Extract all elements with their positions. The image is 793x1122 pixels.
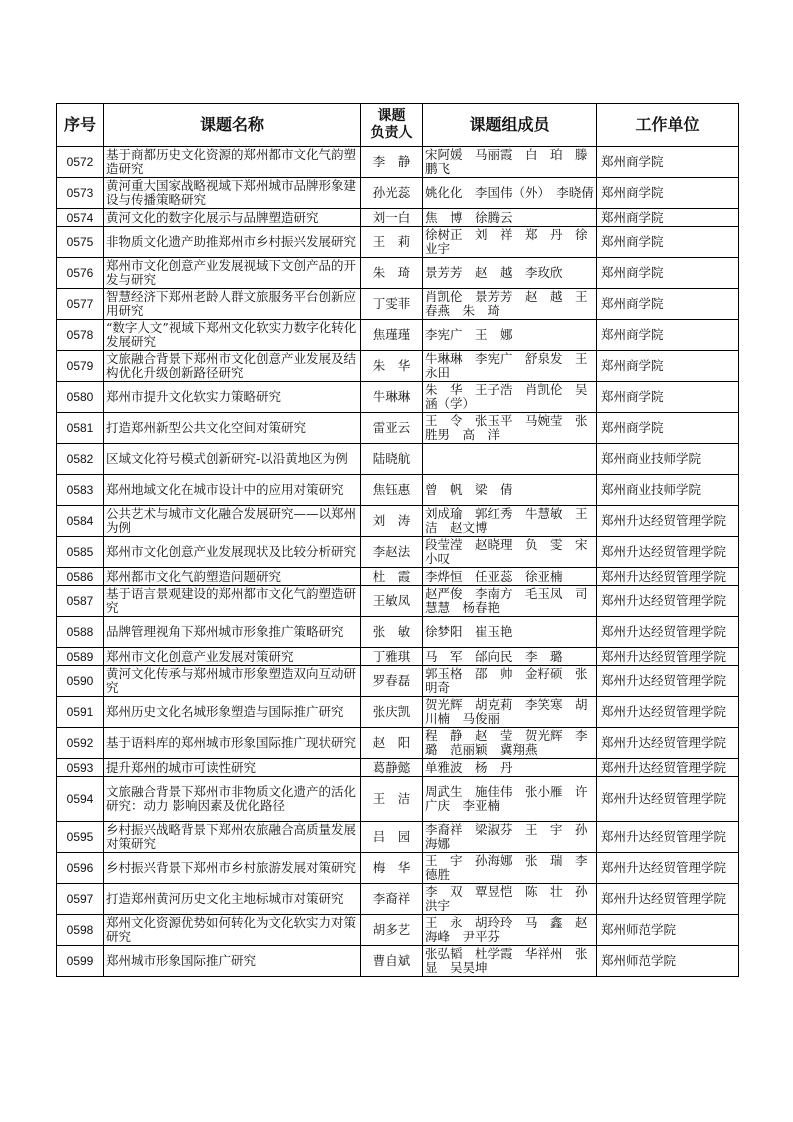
table-body bbox=[57, 147, 739, 977]
cell-members: 曾 帆 梁 倩 bbox=[423, 475, 597, 506]
cell-leader: 曹自斌 bbox=[361, 946, 423, 977]
cell-no: 0585 bbox=[57, 537, 104, 568]
project-table bbox=[56, 103, 739, 977]
cell-title: 黄河重大国家战略视域下郑州城市品牌形象建设与传播策略研究 bbox=[104, 178, 361, 209]
cell-title: 基于商都历史文化资源的郑州都市文化气韵塑造研究 bbox=[104, 147, 361, 178]
cell-unit: 郑州商学院 bbox=[597, 178, 739, 209]
table-row bbox=[57, 413, 739, 444]
cell-unit: 郑州升达经贸管理学院 bbox=[597, 666, 739, 697]
cell-leader: 李 静 bbox=[361, 147, 423, 178]
cell-title: 郑州市提升文化软实力策略研究 bbox=[104, 382, 361, 413]
cell-title: 黄河文化的数字化展示与品牌塑造研究 bbox=[104, 209, 361, 227]
table-row bbox=[57, 227, 739, 258]
cell-members: 李裔祥 梁淑芬 王 宇 孙海娜 bbox=[423, 822, 597, 853]
cell-unit: 郑州升达经贸管理学院 bbox=[597, 884, 739, 915]
cell-leader: 焦钰惠 bbox=[361, 475, 423, 506]
cell-title: 乡村振兴背景下郑州市乡村旅游发展对策研究 bbox=[104, 853, 361, 884]
cell-no: 0584 bbox=[57, 506, 104, 537]
table-row bbox=[57, 586, 739, 617]
cell-leader: 李裔祥 bbox=[361, 884, 423, 915]
cell-members: 姚化化 李国伟（外） 李晓倩 bbox=[423, 178, 597, 209]
cell-leader: 牛琳琳 bbox=[361, 382, 423, 413]
cell-no: 0574 bbox=[57, 209, 104, 227]
table-row bbox=[57, 915, 739, 946]
cell-unit: 郑州师范学院 bbox=[597, 946, 739, 977]
table-row bbox=[57, 475, 739, 506]
cell-unit: 郑州升达经贸管理学院 bbox=[597, 822, 739, 853]
header-members: 课题组成员 bbox=[423, 104, 597, 147]
cell-unit: 郑州商学院 bbox=[597, 227, 739, 258]
cell-members: 段莹滢 赵晓理 负 雯 宋小叹 bbox=[423, 537, 597, 568]
table-row bbox=[57, 444, 739, 475]
cell-members bbox=[423, 444, 597, 475]
cell-leader: 罗春磊 bbox=[361, 666, 423, 697]
cell-leader: 杜 霞 bbox=[361, 568, 423, 586]
cell-leader: 陆晓航 bbox=[361, 444, 423, 475]
cell-leader: 朱 琦 bbox=[361, 258, 423, 289]
cell-unit: 郑州商学院 bbox=[597, 147, 739, 178]
table-row bbox=[57, 178, 739, 209]
table-row bbox=[57, 506, 739, 537]
table-row bbox=[57, 728, 739, 759]
cell-members: 李 双 覃昱恺 陈 壮 孙洪宇 bbox=[423, 884, 597, 915]
cell-title: 黄河文化传承与郑州城市形象塑造双向互动研究 bbox=[104, 666, 361, 697]
cell-title: 文旅融合背景下郑州市非物质文化遗产的活化研究：动力 影响因素及优化路径 bbox=[104, 777, 361, 822]
header-unit: 工作单位 bbox=[597, 104, 739, 147]
cell-title: 郑州城市形象国际推广研究 bbox=[104, 946, 361, 977]
cell-leader: 朱 华 bbox=[361, 351, 423, 382]
table-row bbox=[57, 617, 739, 648]
cell-no: 0577 bbox=[57, 289, 104, 320]
cell-members: 王 永 胡玲玲 马 鑫 赵海峰 尹平芬 bbox=[423, 915, 597, 946]
cell-no: 0590 bbox=[57, 666, 104, 697]
cell-members: 程 静 赵 莹 贺光辉 李 璐 范丽颖 冀翔燕 bbox=[423, 728, 597, 759]
cell-no: 0576 bbox=[57, 258, 104, 289]
header-row bbox=[57, 104, 739, 147]
cell-title: 郑州历史文化名城形象塑造与国际推广研究 bbox=[104, 697, 361, 728]
cell-members: 马 军 邰向民 李 璐 bbox=[423, 648, 597, 666]
cell-no: 0599 bbox=[57, 946, 104, 977]
cell-title: 非物质文化遗产助推郑州市乡村振兴发展研究 bbox=[104, 227, 361, 258]
cell-title: 郑州市文化创意产业发展现状及比较分析研究 bbox=[104, 537, 361, 568]
table-row bbox=[57, 258, 739, 289]
cell-no: 0587 bbox=[57, 586, 104, 617]
table-row bbox=[57, 946, 739, 977]
cell-leader: 丁雅琪 bbox=[361, 648, 423, 666]
cell-title: 基于语言景观建设的郑州都市文化气韵塑造研究 bbox=[104, 586, 361, 617]
cell-members: 宋阿媛 马丽霞 白 珀 滕鹏飞 bbox=[423, 147, 597, 178]
table-row bbox=[57, 209, 739, 227]
cell-leader: 张庆凯 bbox=[361, 697, 423, 728]
cell-leader: 王敏凤 bbox=[361, 586, 423, 617]
header-no: 序号 bbox=[57, 104, 104, 147]
cell-title: “数字人文”视域下郑州文化软实力数字化转化发展研究 bbox=[104, 320, 361, 351]
cell-members: 徐梦阳 崔玉艳 bbox=[423, 617, 597, 648]
cell-members: 赵严俊 李南方 毛玉凤 司慧慧 杨春艳 bbox=[423, 586, 597, 617]
cell-title: 打造郑州黄河历史文化主地标城市对策研究 bbox=[104, 884, 361, 915]
cell-unit: 郑州升达经贸管理学院 bbox=[597, 697, 739, 728]
cell-no: 0595 bbox=[57, 822, 104, 853]
cell-leader: 葛静懿 bbox=[361, 759, 423, 777]
header-title: 课题名称 bbox=[104, 104, 361, 147]
cell-no: 0593 bbox=[57, 759, 104, 777]
cell-no: 0582 bbox=[57, 444, 104, 475]
cell-leader: 赵 阳 bbox=[361, 728, 423, 759]
cell-leader: 王 莉 bbox=[361, 227, 423, 258]
cell-no: 0579 bbox=[57, 351, 104, 382]
table-row bbox=[57, 697, 739, 728]
cell-no: 0592 bbox=[57, 728, 104, 759]
cell-members: 牛琳琳 李宪广 舒泉发 王永田 bbox=[423, 351, 597, 382]
cell-unit: 郑州升达经贸管理学院 bbox=[597, 648, 739, 666]
table-row bbox=[57, 147, 739, 178]
cell-unit: 郑州升达经贸管理学院 bbox=[597, 586, 739, 617]
cell-members: 张弘韬 杜学霞 华祥州 张 显 吴昊坤 bbox=[423, 946, 597, 977]
cell-members: 李烨恒 任亚蕊 徐亚楠 bbox=[423, 568, 597, 586]
table-row bbox=[57, 853, 739, 884]
cell-members: 王 令 张玉平 马婉莹 张胜男 高 洋 bbox=[423, 413, 597, 444]
cell-unit: 郑州商学院 bbox=[597, 289, 739, 320]
cell-no: 0594 bbox=[57, 777, 104, 822]
cell-unit: 郑州升达经贸管理学院 bbox=[597, 537, 739, 568]
cell-unit: 郑州商业技师学院 bbox=[597, 475, 739, 506]
cell-title: 智慧经济下郑州老龄人群文旅服务平台创新应用研究 bbox=[104, 289, 361, 320]
cell-no: 0581 bbox=[57, 413, 104, 444]
cell-no: 0573 bbox=[57, 178, 104, 209]
cell-title: 品牌管理视角下郑州城市形象推广策略研究 bbox=[104, 617, 361, 648]
cell-members: 郭玉格 邵 帅 金籽硕 张明奇 bbox=[423, 666, 597, 697]
cell-leader: 丁雯菲 bbox=[361, 289, 423, 320]
cell-unit: 郑州升达经贸管理学院 bbox=[597, 506, 739, 537]
table-row bbox=[57, 648, 739, 666]
table-row bbox=[57, 537, 739, 568]
cell-title: 文旅融合背景下郑州市文化创意产业发展及结构优化升级创新路径研究 bbox=[104, 351, 361, 382]
cell-unit: 郑州升达经贸管理学院 bbox=[597, 728, 739, 759]
cell-unit: 郑州商学院 bbox=[597, 382, 739, 413]
cell-unit: 郑州商学院 bbox=[597, 258, 739, 289]
table-row bbox=[57, 289, 739, 320]
cell-unit: 郑州升达经贸管理学院 bbox=[597, 777, 739, 822]
cell-no: 0580 bbox=[57, 382, 104, 413]
cell-unit: 郑州升达经贸管理学院 bbox=[597, 853, 739, 884]
cell-leader: 胡多艺 bbox=[361, 915, 423, 946]
cell-unit: 郑州商学院 bbox=[597, 351, 739, 382]
table-row bbox=[57, 666, 739, 697]
table-row bbox=[57, 884, 739, 915]
cell-title: 提升郑州的城市可读性研究 bbox=[104, 759, 361, 777]
table-row bbox=[57, 777, 739, 822]
cell-members: 周武生 施佳伟 张小雁 许广庆 李亚楠 bbox=[423, 777, 597, 822]
cell-leader: 孙光蕊 bbox=[361, 178, 423, 209]
cell-members: 徐树正 刘 祥 郑 丹 徐业宇 bbox=[423, 227, 597, 258]
cell-leader: 吕 园 bbox=[361, 822, 423, 853]
cell-no: 0578 bbox=[57, 320, 104, 351]
cell-leader: 王 洁 bbox=[361, 777, 423, 822]
cell-title: 乡村振兴战略背景下郑州农旅融合高质量发展对策研究 bbox=[104, 822, 361, 853]
cell-members: 朱 华 王子浩 肖凯伦 吴 涵（学） bbox=[423, 382, 597, 413]
cell-title: 郑州市文化创意产业发展视域下文创产品的开发与研究 bbox=[104, 258, 361, 289]
cell-members: 景芳芳 赵 越 李玫欣 bbox=[423, 258, 597, 289]
cell-leader: 刘 涛 bbox=[361, 506, 423, 537]
cell-no: 0586 bbox=[57, 568, 104, 586]
cell-no: 0596 bbox=[57, 853, 104, 884]
table-row bbox=[57, 351, 739, 382]
cell-leader: 李赵法 bbox=[361, 537, 423, 568]
cell-members: 王 宇 孙海娜 张 瑞 李德胜 bbox=[423, 853, 597, 884]
table-row bbox=[57, 320, 739, 351]
cell-members: 刘成瑜 郭红秀 牛慧敏 王 洁 赵文博 bbox=[423, 506, 597, 537]
cell-unit: 郑州升达经贸管理学院 bbox=[597, 568, 739, 586]
cell-unit: 郑州师范学院 bbox=[597, 915, 739, 946]
cell-title: 打造郑州新型公共文化空间对策研究 bbox=[104, 413, 361, 444]
cell-unit: 郑州商学院 bbox=[597, 209, 739, 227]
cell-unit: 郑州商学院 bbox=[597, 413, 739, 444]
cell-no: 0575 bbox=[57, 227, 104, 258]
table-row bbox=[57, 822, 739, 853]
cell-unit: 郑州升达经贸管理学院 bbox=[597, 759, 739, 777]
cell-members: 肖凯伦 景芳芳 赵 越 王春燕 朱 琦 bbox=[423, 289, 597, 320]
cell-no: 0591 bbox=[57, 697, 104, 728]
cell-no: 0588 bbox=[57, 617, 104, 648]
cell-unit: 郑州商学院 bbox=[597, 320, 739, 351]
cell-members: 焦 博 徐腾云 bbox=[423, 209, 597, 227]
cell-members: 李宪广 王 娜 bbox=[423, 320, 597, 351]
cell-title: 基于语料库的郑州城市形象国际推广现状研究 bbox=[104, 728, 361, 759]
cell-members: 贺光辉 胡克莉 李笑寒 胡川楠 马俊丽 bbox=[423, 697, 597, 728]
cell-title: 区域文化符号模式创新研究-以沿黄地区为例 bbox=[104, 444, 361, 475]
cell-title: 郑州市文化创意产业发展对策研究 bbox=[104, 648, 361, 666]
cell-unit: 郑州升达经贸管理学院 bbox=[597, 617, 739, 648]
cell-title: 公共艺术与城市文化融合发展研究——以郑州为例 bbox=[104, 506, 361, 537]
cell-title: 郑州都市文化气韵塑造问题研究 bbox=[104, 568, 361, 586]
cell-no: 0589 bbox=[57, 648, 104, 666]
cell-leader: 梅 华 bbox=[361, 853, 423, 884]
cell-no: 0583 bbox=[57, 475, 104, 506]
cell-title: 郑州文化资源优势如何转化为文化软实力对策研究 bbox=[104, 915, 361, 946]
cell-leader: 焦瑾瑾 bbox=[361, 320, 423, 351]
table-row bbox=[57, 382, 739, 413]
table-row bbox=[57, 759, 739, 777]
header-leader: 课题 负责人 bbox=[361, 104, 423, 147]
cell-leader: 雷亚云 bbox=[361, 413, 423, 444]
cell-unit: 郑州商业技师学院 bbox=[597, 444, 739, 475]
cell-no: 0597 bbox=[57, 884, 104, 915]
table-row bbox=[57, 568, 739, 586]
cell-no: 0598 bbox=[57, 915, 104, 946]
cell-title: 郑州地域文化在城市设计中的应用对策研究 bbox=[104, 475, 361, 506]
cell-leader: 刘一白 bbox=[361, 209, 423, 227]
cell-members: 单雅波 杨 丹 bbox=[423, 759, 597, 777]
cell-no: 0572 bbox=[57, 147, 104, 178]
cell-leader: 张 敏 bbox=[361, 617, 423, 648]
